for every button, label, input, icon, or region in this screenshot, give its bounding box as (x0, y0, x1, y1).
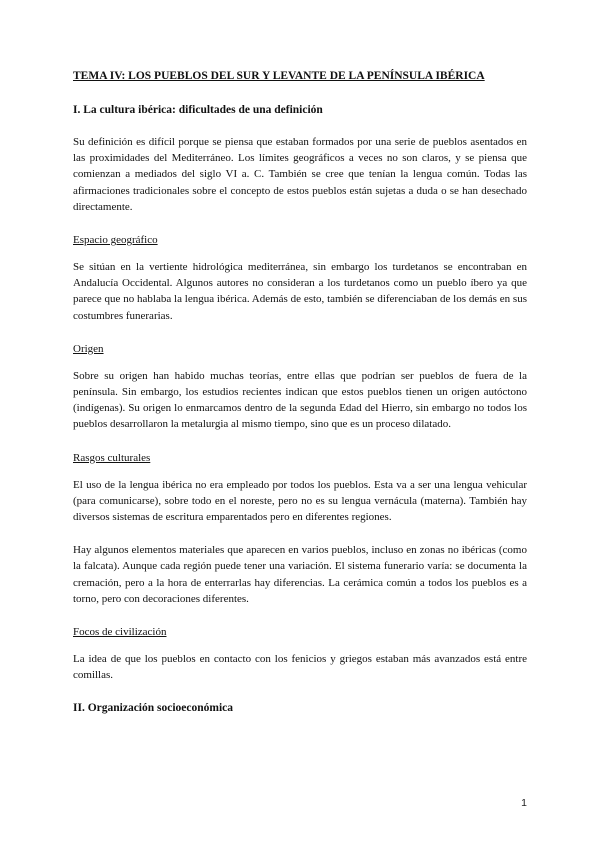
section-heading-organizacion: II. Organización socioeconómica (73, 702, 234, 715)
paragraph-rasgos-lengua: El uso de la lengua ibérica no era empleado por todos los pueblos. Esta va a ser una lengua vehicular (para comunicarse), sobre todo en el noreste, pero no es su lengua vernácula (materna). También hay diversos sistemas de escritura emparentados pero en diferentes regiones. (73, 478, 527, 524)
section-heading-cultura-iberica: I. La cultura ibérica: dificultades de una definición (73, 104, 323, 116)
paragraph-intro: Su definición es difícil porque se piensa que estaban formados por una serie de pueblos asentados en las proximidades del Mediterráneo. Los límites geográficos a veces no son claros, y se piensa que comienzan a mediados del siglo VI a. C. También se cree que tenían la lengua común. Todas las afirmaciones tradicionales sobre el concepto de estos pueblos están sujetas a duda o se han desechado directamente. (73, 136, 527, 213)
paragraph-origen: Sobre su origen han habido muchas teorías, entre ellas que podrían ser pueblos de fuera de la península. Sin embargo, los estudios recientes indican que estos pueblos tienen un origen autóctono (indígenas). Su origen lo enmarcamos dentro de la segunda Edad del Hierro, sin embargo no todos los pueblos desarrollaron la metalurgia al mismo tiempo, sino que es un proceso dilatado. (73, 369, 527, 431)
subheading-origen: Origen (73, 342, 104, 355)
subheading-espacio-geografico: Espacio geográfico (73, 234, 158, 247)
document-page (73, 68, 527, 732)
subheading-rasgos-culturales: Rasgos culturales (73, 451, 151, 464)
document-title: TEMA IV: LOS PUEBLOS DEL SUR Y LEVANTE DE LA PENÍNSULA IBÉRICA (73, 70, 485, 82)
subheading-focos-civilizacion: Focos de civilización (73, 626, 167, 639)
paragraph-focos-civilizacion: La idea de que los pueblos en contacto con los fenicios y griegos estaban más avanzados está entre comillas. (73, 653, 527, 682)
page-number: 1 (521, 797, 527, 809)
paragraph-espacio-geografico: Se sitúan en la vertiente hidrológica mediterránea, sin embargo los turdetanos se encontraban en Andalucía Occidental. Algunos autores no consideran a los turdetanos como un pueblo íbero ya que parece que no hablaba la lengua ibérica. Además de esto, también se diferenciaban de los demás en sus costumbres funerarias. (73, 261, 527, 322)
paragraph-rasgos-materiales: Hay algunos elementos materiales que aparecen en varios pueblos, incluso en zonas no ibéricas (como la falcata). Aunque cada región puede tener una variación. El sistema funerario varía: se documenta la cremación, pero a la hora de enterrarlas hay diferencias. La cerámica común a todos los pueblos es a torno, pero con decoraciones diferentes. (73, 544, 527, 605)
